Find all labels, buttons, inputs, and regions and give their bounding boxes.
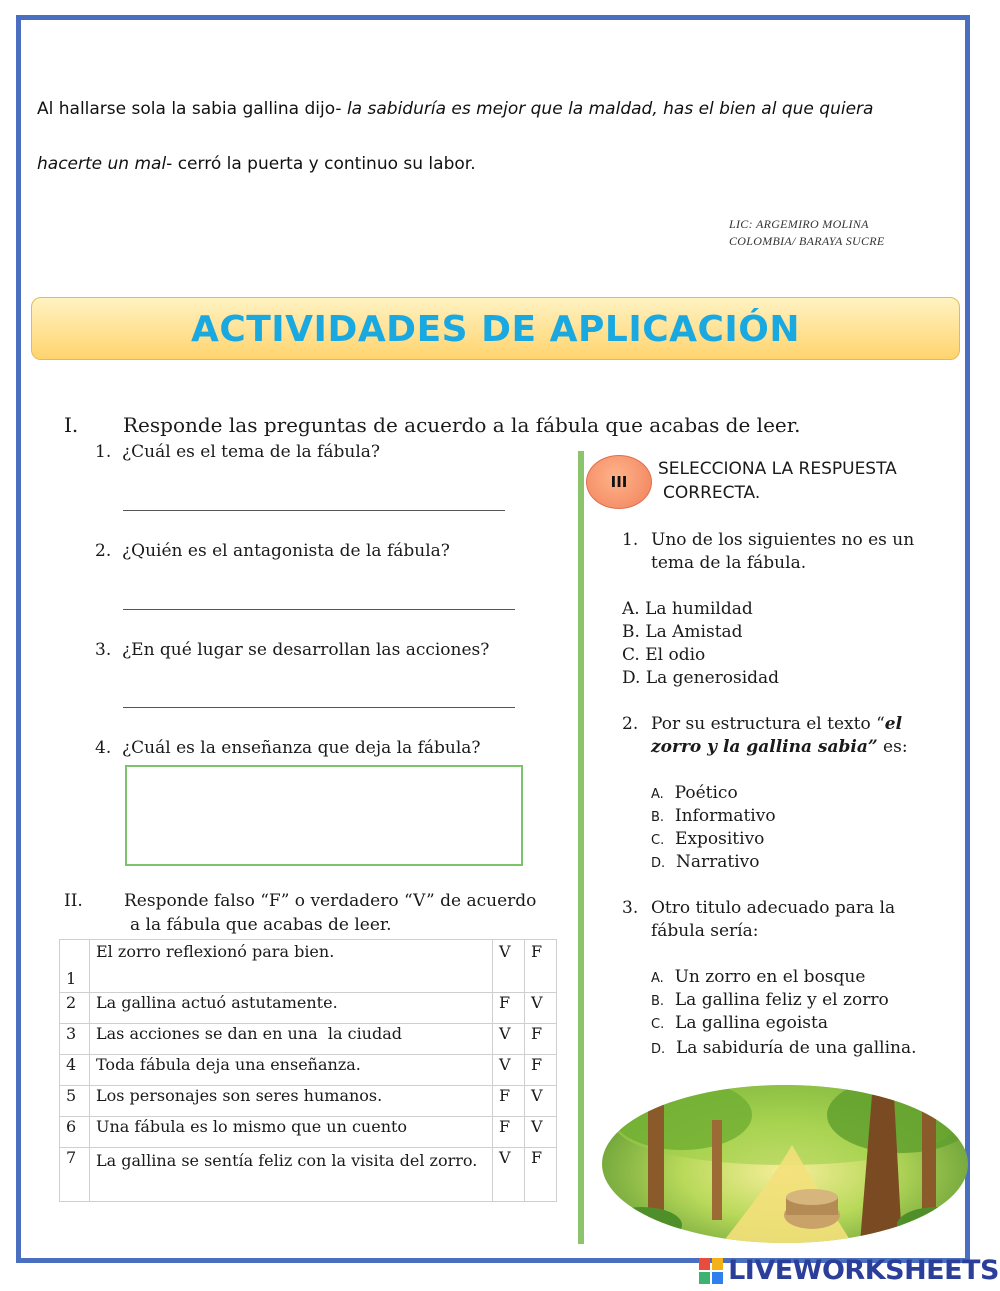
option-text: La gallina egoista bbox=[675, 1013, 828, 1033]
section2-numeral: II. bbox=[64, 891, 83, 911]
mc-question-2-line1-bold: el bbox=[884, 714, 903, 734]
story-line-2 bbox=[37, 154, 476, 174]
forest-scene-icon bbox=[602, 1085, 968, 1243]
section1-numeral: I. bbox=[64, 413, 79, 437]
table-row bbox=[60, 1055, 557, 1086]
forest-illustration bbox=[602, 1085, 968, 1243]
option-text: Un zorro en el bosque bbox=[674, 967, 866, 987]
question-1 bbox=[95, 442, 380, 462]
signature-place: COLOMBIA/ BARAYA SUCRE bbox=[729, 234, 885, 248]
option-letter: D. bbox=[651, 1042, 666, 1057]
row-option-a[interactable]: V bbox=[493, 1024, 525, 1055]
logo-text: LIVEWORKSHEETS bbox=[728, 1255, 999, 1286]
mc-question-2-num: 2. bbox=[622, 714, 639, 734]
story-line-2-plain: - cerró la puerta y continuo su labor. bbox=[166, 154, 476, 174]
table-row bbox=[60, 1117, 557, 1148]
mc3-option-b[interactable] bbox=[651, 990, 889, 1010]
mc-question-2-line2-bold: zorro y la gallina sabia” bbox=[651, 737, 878, 757]
row-statement: Las acciones se dan en una la ciudad bbox=[90, 1024, 493, 1055]
true-false-table bbox=[59, 939, 557, 1202]
option-text: La generosidad bbox=[645, 668, 780, 688]
question-2 bbox=[95, 541, 450, 561]
section3-badge-label: III bbox=[610, 473, 628, 491]
option-text: La Amistad bbox=[645, 622, 743, 642]
activities-banner bbox=[31, 297, 960, 360]
row-number: 7 bbox=[60, 1148, 90, 1202]
mc3-option-d[interactable] bbox=[651, 1038, 917, 1058]
row-statement: El zorro reflexionó para bien. bbox=[90, 940, 493, 993]
row-statement: Una fábula es lo mismo que un cuento bbox=[90, 1117, 493, 1148]
mc1-option-c[interactable] bbox=[622, 645, 705, 665]
table-row bbox=[60, 1148, 557, 1202]
section2-heading-2: a la fábula que acabas de leer. bbox=[130, 915, 392, 935]
option-letter: B. bbox=[651, 994, 665, 1009]
mc-question-2-line2 bbox=[651, 737, 908, 757]
live-blocks-icon bbox=[699, 1258, 723, 1284]
story-line-1-italic: la sabiduría es mejor que la maldad, has el bien al que quiera bbox=[346, 99, 874, 119]
row-number: 4 bbox=[60, 1055, 90, 1086]
question-3-num: 3. bbox=[95, 640, 112, 660]
mc2-option-a[interactable] bbox=[651, 783, 738, 803]
row-option-b[interactable]: F bbox=[525, 1055, 557, 1086]
option-letter: B. bbox=[651, 810, 665, 825]
question-1-text: ¿Cuál es el tema de la fábula? bbox=[122, 442, 381, 462]
row-option-a[interactable]: F bbox=[493, 993, 525, 1024]
row-number: 2 bbox=[60, 993, 90, 1024]
mc-question-2-line2-end: es: bbox=[877, 737, 908, 757]
option-text: La sabiduría de una gallina. bbox=[675, 1038, 917, 1058]
option-letter: D. bbox=[622, 668, 641, 688]
mc3-option-a[interactable] bbox=[651, 967, 865, 987]
table-row bbox=[60, 993, 557, 1024]
question-4 bbox=[95, 738, 481, 758]
row-option-b[interactable]: V bbox=[525, 1117, 557, 1148]
mc2-option-d[interactable] bbox=[651, 852, 759, 872]
section3-badge bbox=[586, 455, 652, 509]
row-option-b[interactable]: V bbox=[525, 1086, 557, 1117]
mc1-option-d[interactable] bbox=[622, 668, 779, 688]
row-option-b[interactable]: F bbox=[525, 1148, 557, 1202]
question-3 bbox=[95, 640, 489, 660]
question-4-text: ¿Cuál es la enseñanza que deja la fábula? bbox=[122, 738, 481, 758]
story-line-1-plain: Al hallarse sola la sabia gallina dijo- bbox=[37, 99, 347, 119]
option-text: Expositivo bbox=[675, 829, 765, 849]
section2-heading-1: Responde falso “F” o verdadero “V” de acuerdo bbox=[124, 891, 537, 911]
row-option-a[interactable]: F bbox=[493, 1086, 525, 1117]
column-divider bbox=[578, 451, 584, 1244]
option-letter: C. bbox=[651, 833, 665, 848]
option-letter: D. bbox=[651, 856, 666, 871]
row-option-a[interactable]: V bbox=[493, 940, 525, 993]
row-number: 6 bbox=[60, 1117, 90, 1148]
mc-question-3-line1: Otro titulo adecuado para la bbox=[651, 898, 896, 918]
section3-heading-2: CORRECTA. bbox=[663, 483, 761, 503]
question-4-num: 4. bbox=[95, 738, 112, 758]
option-letter: C. bbox=[622, 645, 640, 665]
row-number: 5 bbox=[60, 1086, 90, 1117]
row-option-b[interactable]: F bbox=[525, 1024, 557, 1055]
table-row bbox=[60, 1086, 557, 1117]
question-3-text: ¿En qué lugar se desarrollan las acciones? bbox=[122, 640, 490, 660]
option-text: Narrativo bbox=[675, 852, 760, 872]
option-text: La gallina feliz y el zorro bbox=[674, 990, 889, 1010]
mc2-option-c[interactable] bbox=[651, 829, 764, 849]
option-text: Poético bbox=[674, 783, 738, 803]
row-option-a[interactable]: V bbox=[493, 1148, 525, 1202]
table-row bbox=[60, 940, 557, 993]
question-2-num: 2. bbox=[95, 541, 112, 561]
story-line-1 bbox=[37, 99, 873, 119]
section3-heading-1: SELECCIONA LA RESPUESTA bbox=[658, 459, 897, 479]
option-letter: A. bbox=[651, 971, 664, 986]
liveworksheets-logo bbox=[699, 1255, 999, 1287]
mc1-option-b[interactable] bbox=[622, 622, 743, 642]
answer-line-3[interactable] bbox=[123, 707, 515, 708]
option-letter: C. bbox=[651, 1017, 665, 1032]
table-row bbox=[60, 1024, 557, 1055]
row-statement: La gallina se sentía feliz con la visita del zorro. bbox=[90, 1148, 493, 1202]
mc-question-2-line1 bbox=[651, 714, 902, 734]
row-statement: Toda fábula deja una enseñanza. bbox=[90, 1055, 493, 1086]
row-option-b[interactable]: V bbox=[525, 993, 557, 1024]
question-1-num: 1. bbox=[95, 442, 112, 462]
section1-heading: Responde las preguntas de acuerdo a la fábula que acabas de leer. bbox=[123, 413, 801, 437]
question-2-text: ¿Quién es el antagonista de la fábula? bbox=[122, 541, 450, 561]
mc1-option-a[interactable] bbox=[622, 599, 753, 619]
option-letter: B. bbox=[622, 622, 640, 642]
row-number: 3 bbox=[60, 1024, 90, 1055]
row-number: 1 bbox=[60, 940, 90, 993]
answer-line-1[interactable] bbox=[123, 510, 505, 511]
story-line-2-italic: hacerte un mal bbox=[37, 154, 167, 174]
row-statement: Los personajes son seres humanos. bbox=[90, 1086, 493, 1117]
option-text: Informativo bbox=[674, 806, 776, 826]
row-option-a[interactable]: F bbox=[493, 1117, 525, 1148]
signature-name: LIC: ARGEMIRO MOLINA bbox=[729, 217, 869, 231]
mc3-option-c[interactable] bbox=[651, 1013, 828, 1033]
option-text: El odio bbox=[645, 645, 706, 665]
option-letter: A. bbox=[622, 599, 640, 619]
banner-title: ACTIVIDADES DE APLICACIÓN bbox=[190, 309, 801, 350]
mc-question-1-num: 1. bbox=[622, 530, 639, 550]
mc-question-1-line1: Uno de los siguientes no es un bbox=[651, 530, 915, 550]
mc-question-3-num: 3. bbox=[622, 898, 639, 918]
lesson-answer-box[interactable] bbox=[125, 765, 523, 866]
row-option-a[interactable]: V bbox=[493, 1055, 525, 1086]
option-text: La humildad bbox=[645, 599, 753, 619]
mc-question-2-line1-text: Por su estructura el texto “ bbox=[651, 714, 885, 734]
answer-line-2[interactable] bbox=[123, 609, 515, 610]
mc-question-3-line2: fábula sería: bbox=[651, 921, 759, 941]
row-statement: La gallina actuó astutamente. bbox=[90, 993, 493, 1024]
mc2-option-b[interactable] bbox=[651, 806, 776, 826]
row-option-b[interactable]: F bbox=[525, 940, 557, 993]
option-letter: A. bbox=[651, 787, 664, 802]
mc-question-1-line2: tema de la fábula. bbox=[651, 553, 807, 573]
